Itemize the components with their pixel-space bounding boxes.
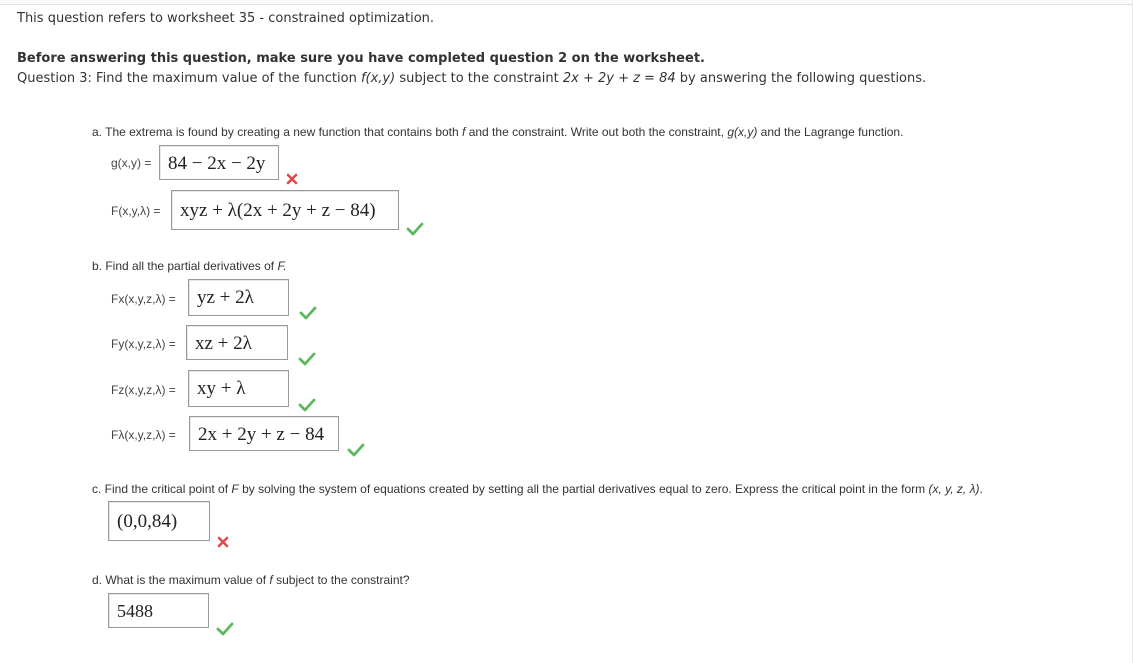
max-value-field[interactable] bbox=[108, 593, 209, 628]
part-d-prompt bbox=[92, 573, 410, 587]
Fy-label: Fy(x,y,z,λ) = bbox=[111, 337, 176, 351]
correct-check-icon bbox=[347, 443, 365, 457]
Fx-label: Fx(x,y,z,λ) = bbox=[111, 292, 176, 306]
part-c-prompt bbox=[92, 482, 983, 496]
critical-point-field[interactable] bbox=[108, 501, 210, 541]
part-b-text: b. Find all the partial derivatives of bbox=[92, 259, 275, 273]
prerequisite-note: Before answering this question, make sure you have completed question 2 on the worksheet. bbox=[17, 51, 705, 66]
F-answer-value: xyz + λ(2x + 2y + z − 84) bbox=[180, 200, 376, 221]
Fz-answer-value: xy + λ bbox=[197, 378, 246, 399]
correct-check-icon bbox=[216, 622, 234, 636]
correct-check-icon bbox=[406, 222, 424, 236]
Flambda-answer-value: 2x + 2y + z − 84 bbox=[198, 424, 325, 445]
part-a-text1: a. The extrema is found by creating a new function that contains both bbox=[92, 125, 459, 139]
part-d-text2: subject to the constraint? bbox=[276, 573, 410, 587]
part-d-f: f bbox=[269, 573, 273, 587]
incorrect-x-icon bbox=[217, 536, 229, 548]
question-constraint: 2x + 2y + z = 84 bbox=[562, 71, 676, 86]
Fy-answer-value: xz + 2λ bbox=[195, 333, 252, 354]
part-c-dot: . bbox=[979, 482, 983, 496]
g-label: g(x,y) = bbox=[111, 156, 152, 170]
part-a-g: g(x,y) bbox=[727, 125, 758, 139]
Fx-answer-value: yz + 2λ bbox=[197, 287, 254, 308]
critical-point-value: (0,0,84) bbox=[117, 511, 178, 532]
Fz-label: Fz(x,y,z,λ) = bbox=[111, 383, 176, 397]
part-c-form: (x, y, z, λ) bbox=[928, 482, 980, 496]
part-a-prompt bbox=[92, 125, 903, 139]
g-answer-field[interactable] bbox=[159, 145, 279, 180]
part-a-text3: and the Lagrange function. bbox=[760, 125, 904, 139]
question-function: f(x,y) bbox=[360, 71, 396, 86]
part-b-prompt bbox=[92, 259, 287, 273]
part-b-F: F. bbox=[277, 259, 287, 273]
correct-check-icon bbox=[299, 306, 317, 320]
part-a-f: f bbox=[462, 125, 466, 139]
Fy-answer-field[interactable] bbox=[186, 325, 288, 360]
part-c-F: F bbox=[231, 482, 239, 496]
Flambda-label: Fλ(x,y,z,λ) = bbox=[111, 428, 176, 442]
question-prefix: Question 3: Find the maximum value of the function bbox=[17, 71, 357, 86]
part-c-text2: by solving the system of equations created by setting all the partial derivatives equal to zero. Express the critical point in the form bbox=[242, 482, 926, 496]
incorrect-x-icon bbox=[286, 173, 298, 185]
part-d-text1: d. What is the maximum value of bbox=[92, 573, 267, 587]
F-label: F(x,y,λ) = bbox=[111, 204, 161, 218]
window-top-border bbox=[0, 0, 1133, 5]
correct-check-icon bbox=[298, 398, 316, 412]
Flambda-answer-field[interactable] bbox=[189, 416, 339, 451]
part-a-text2: and the constraint. Write out both the constraint, bbox=[468, 125, 724, 139]
question-mid: subject to the constraint bbox=[399, 71, 559, 86]
max-value-value: 5488 bbox=[117, 601, 153, 621]
F-answer-field[interactable] bbox=[171, 190, 399, 230]
part-c-text1: c. Find the critical point of bbox=[92, 482, 229, 496]
Fx-answer-field[interactable] bbox=[188, 279, 289, 316]
intro-text: This question refers to worksheet 35 - constrained optimization. bbox=[17, 11, 435, 26]
question-suffix: by answering the following questions. bbox=[679, 71, 927, 86]
g-answer-value: 84 − 2x − 2y bbox=[168, 153, 266, 174]
correct-check-icon bbox=[298, 352, 316, 366]
Fz-answer-field[interactable] bbox=[188, 370, 289, 407]
question-text bbox=[17, 71, 926, 86]
